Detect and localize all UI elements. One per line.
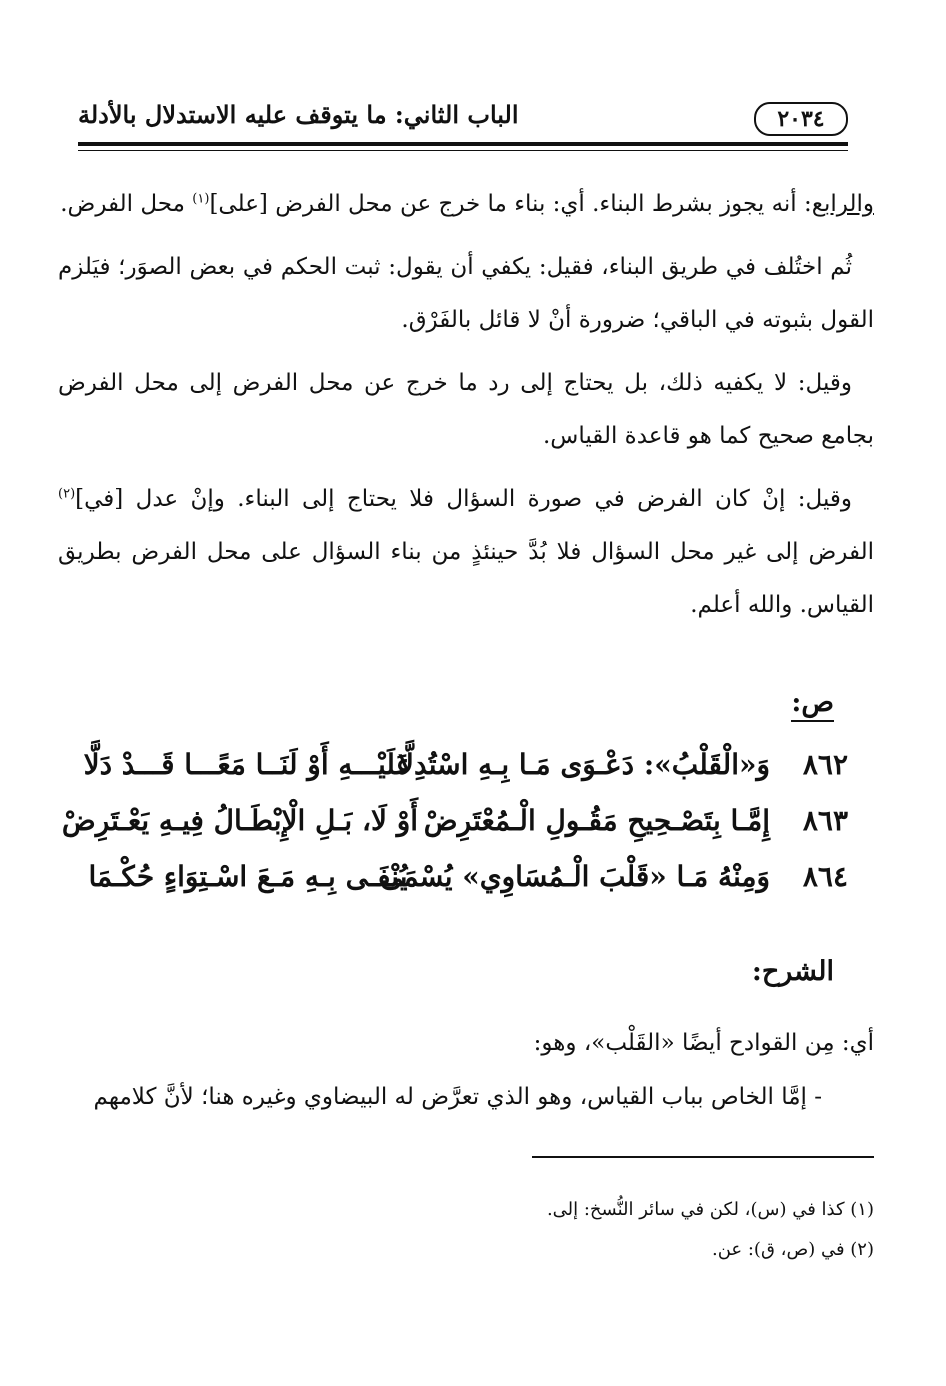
paragraph: ثُم اختُلف في طريق البناء، فقيل: يكفي أن يقول: ثبت الحكم في بعض الصوَر؛ فيَلزم القول بثبوته في الباقي؛ ضرورة أنْ لا قائل بالفَرْق. — [58, 254, 874, 333]
footnote-marker: (١) — [192, 191, 210, 207]
paragraph-text: وقيل: إنْ كان الفرض في صورة السؤال فلا يحتاج إلى البناء. وإنْ عدل [في] — [75, 486, 852, 512]
paragraph-text: : أنه يجوز بشرط البناء. أي: بناء ما خرج عن محل الفرض [على] — [209, 191, 812, 217]
verse-line — [78, 850, 848, 906]
commentary-heading: الشرح: — [751, 956, 834, 987]
footnotes — [300, 1190, 874, 1270]
footnote-marker: (٢) — [58, 486, 76, 502]
paragraph-text: محل الفرض. — [60, 191, 193, 217]
main-text — [58, 178, 874, 642]
verse-number: ٨٦٤ — [802, 860, 848, 893]
commentary-line: أي: مِن القوادح أيضًا «القَلْب»، وهو: — [533, 1030, 874, 1056]
footnote: (٢) في (ص، ق): عن. — [711, 1239, 874, 1260]
verse-second-hemistich: يُنْفَـى بِـهِ مَـعَ اسْـتِوَاءٍ حُكْـمَا — [88, 860, 408, 893]
verse-second-hemistich: أَوْ لَا، بَـلِ الْإِبْطَـالُ فِيـهِ يَعْـتَرِضْ — [61, 804, 418, 837]
commentary-line: - إمَّا الخاص بباب القياس، وهو الذي تعرَّض له البيضاوي وغيره هنا؛ لأنَّ كلامهم — [93, 1084, 822, 1110]
verse-number: ٨٦٣ — [802, 804, 848, 837]
verse-number: ٨٦٢ — [802, 748, 848, 781]
header-rule-thick — [78, 142, 848, 146]
verse-second-hemistich: عَلَيْـــهِ أَوْ لَنَــا مَعًـــا قَـــدْ دَلَّا — [83, 748, 413, 781]
footnote: (١) كذا في (س)، لكن في سائر النُّسخ: إلى. — [546, 1199, 874, 1220]
verse-line — [61, 794, 848, 850]
header-rule-thin — [78, 150, 848, 151]
verse-line — [78, 738, 848, 794]
page-number: ٢٠٣٤ — [754, 102, 848, 136]
paragraph: وقيل: لا يكفيه ذلك، بل يحتاج إلى رد ما خرج عن محل الفرض إلى محل الفرض بجامع صحيح كما هو قاعدة القياس. — [58, 370, 874, 449]
running-header — [78, 96, 848, 142]
paragraph-lead: والرابع — [811, 191, 874, 217]
verse-first-hemistich: إِمَّـا بِتَصْـحِيحِ مَقُـولِ الْـمُعْتَرِضْ — [423, 804, 770, 837]
chapter-title: الباب الثاني: ما يتوقف عليه الاستدلال بالأدلة — [78, 100, 519, 129]
commentary-text — [58, 1016, 874, 1124]
text-heading: ص: — [791, 686, 834, 722]
footnote-separator — [532, 1156, 874, 1158]
verse-block — [61, 738, 848, 906]
paragraph — [58, 178, 874, 231]
verse-first-hemistich: وَمِنْهُ مَـا «قَلْبَ الْـمُسَاوِي» يُسْمَى — [380, 860, 770, 893]
paragraph-text: الفرض إلى غير محل السؤال فلا بُدَّ حينئذٍ من بناء السؤال على محل الفرض بطريق القياس. والله أعلم. — [58, 539, 874, 618]
verse-first-hemistich: وَ«الْقَلْبُ»: دَعْـوَى مَـا بِـهِ اسْتُدِلَّا — [398, 748, 770, 781]
paragraph — [58, 473, 874, 632]
